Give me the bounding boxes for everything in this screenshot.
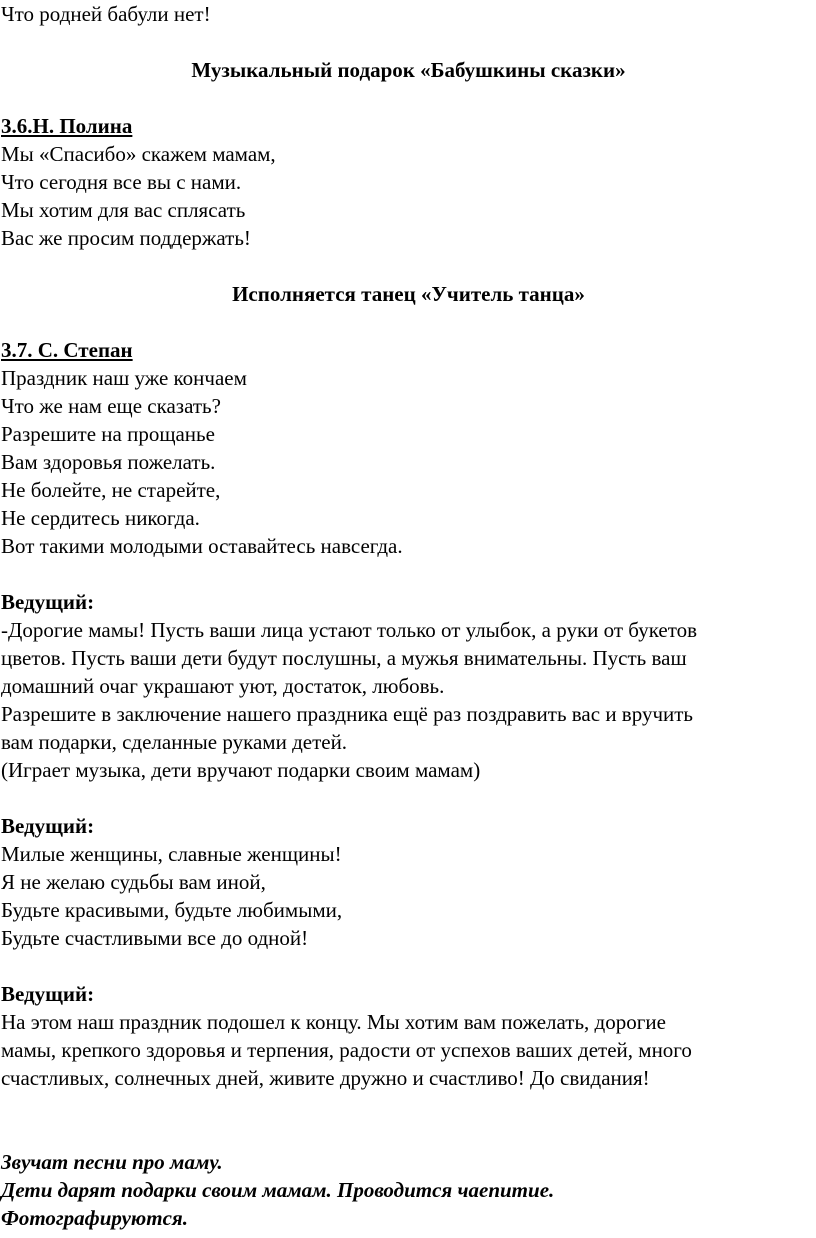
poem-closing-line: Что родней бабули нет! bbox=[1, 2, 211, 26]
spacer bbox=[1, 28, 816, 56]
spacer bbox=[1, 1092, 816, 1120]
section-heading-gift: Музыкальный подарок «Бабушкины сказки» bbox=[191, 58, 626, 82]
poem-line: Мы «Спасибо» скажем мамам, bbox=[1, 142, 276, 166]
poem-line: Вам здоровья пожелать. bbox=[1, 450, 216, 474]
finale-direction: Фотографируются. bbox=[1, 1206, 188, 1230]
speech-line: -Дорогие мамы! Пусть ваши лица устают только от улыбок, а руки от букетов bbox=[1, 618, 698, 642]
poem-line: Что же нам еще сказать? bbox=[1, 394, 221, 418]
spacer bbox=[1, 308, 816, 336]
section-heading-dance: Исполняется танец «Учитель танца» bbox=[232, 282, 585, 306]
speaker-polina: 3.6.Н. Полина bbox=[1, 114, 133, 138]
speaker-host: Ведущий: bbox=[1, 982, 95, 1006]
speech-line: домашний очаг украшают уют, достаток, любовь. bbox=[1, 674, 445, 698]
spacer bbox=[1, 1120, 816, 1148]
speech-line: мамы, крепкого здоровья и терпения, радости от успехов ваших детей, много bbox=[1, 1038, 692, 1062]
poem-line: Вот такими молодыми оставайтесь навсегда. bbox=[1, 534, 403, 558]
poem-line: Мы хотим для вас сплясать bbox=[1, 198, 246, 222]
poem-line: Будьте красивыми, будьте любимыми, bbox=[1, 898, 343, 922]
poem-line: Праздник наш уже кончаем bbox=[1, 366, 247, 390]
poem-line: Вас же просим поддержать! bbox=[1, 226, 251, 250]
finale-direction: Дети дарят подарки своим мамам. Проводится чаепитие. bbox=[1, 1178, 555, 1202]
poem-line: Разрешите на прощанье bbox=[1, 422, 215, 446]
speech-line: цветов. Пусть ваши дети будут послушны, а мужья внимательны. Пусть ваш bbox=[1, 646, 687, 670]
poem-line: Милые женщины, славные женщины! bbox=[1, 842, 342, 866]
speech-line: На этом наш праздник подошел к концу. Мы хотим вам пожелать, дорогие bbox=[1, 1010, 666, 1034]
stage-direction: (Играет музыка, дети вручают подарки своим мамам) bbox=[1, 758, 481, 782]
poem-line: Не сердитесь никогда. bbox=[1, 506, 200, 530]
spacer bbox=[1, 952, 816, 980]
poem-line: Будьте счастливыми все до одной! bbox=[1, 926, 309, 950]
spacer bbox=[1, 252, 816, 280]
speech-line: счастливых, солнечных дней, живите дружно и счастливо! До свидания! bbox=[1, 1066, 650, 1090]
speaker-host: Ведущий: bbox=[1, 590, 95, 614]
poem-line: Не болейте, не старейте, bbox=[1, 478, 221, 502]
speech-line: вам подарки, сделанные руками детей. bbox=[1, 730, 348, 754]
speaker-host: Ведущий: bbox=[1, 814, 95, 838]
poem-line: Что сегодня все вы с нами. bbox=[1, 170, 242, 194]
spacer bbox=[1, 84, 816, 112]
speaker-stepan: 3.7. С. Степан bbox=[1, 338, 133, 362]
finale-direction: Звучат песни про маму. bbox=[1, 1150, 223, 1174]
spacer bbox=[1, 784, 816, 812]
poem-line: Я не желаю судьбы вам иной, bbox=[1, 870, 266, 894]
spacer bbox=[1, 560, 816, 588]
speech-line: Разрешите в заключение нашего праздника ещё раз поздравить вас и вручить bbox=[1, 702, 693, 726]
